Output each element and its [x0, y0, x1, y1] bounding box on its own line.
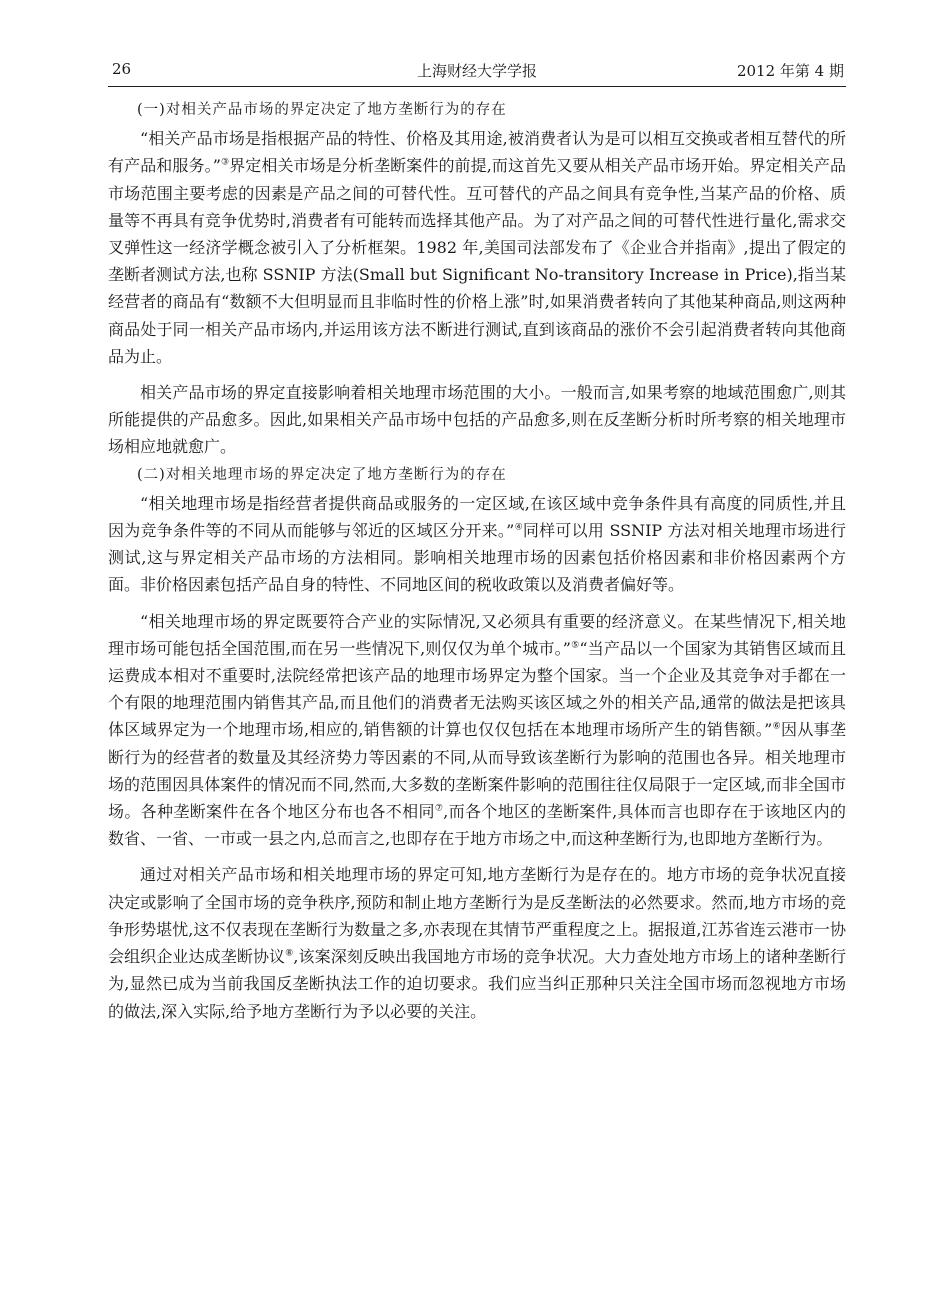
quote-text: “相关地理市场的界定既要符合产业的实际情况,又必须具有重要的经济意义。在某些情况下,相关地理市场可能包括全国范围,而在另一些情况下,则仅仅为单个城市。”	[108, 611, 846, 658]
paragraph-text: 通过对相关产品市场和相关地理市场的界定可知,地方垄断行为是存在的。地方市场的竞争状况直接决定或影响了全国市场的竞争秩序,预防和制止地方垄断行为是反垄断法的必然要求。然而,地方市场的竞争形势堪忧,这不仅表现在垄断行为数量之多,亦表现在其情节严重程度之上。据报道,江苏省连云港市一协会组织企业达成垄断协议	[108, 865, 846, 967]
paragraph-geo-market-definition	[108, 490, 846, 599]
journal-title: 上海财经大学学报	[416, 62, 537, 80]
footnote-mark-4: ④	[514, 522, 523, 533]
paragraph-product-market-definition	[108, 125, 846, 370]
footnote-mark-6: ⑥	[772, 722, 781, 733]
section-heading-2: (二)对相关地理市场的界定决定了地方垄断行为的存在	[137, 466, 507, 483]
running-header	[108, 56, 846, 87]
paragraph-text: 因从事垄断行为的经营者的数量及其经济势力等因素的不同,从而导致该垄断行为影响的范围也各异。相关地理市场的范围因具体案件的情况而不同,然而,大多数的垄断案件影响的范围往往仅局限于一定区域,而非全国市场。各种垄断案件在各个地区分布也各不相同	[108, 720, 846, 822]
quote-text: “相关地理市场是指经营者提供商品或服务的一定区域,在该区域中竞争条件具有高度的同质性,并且因为竞争条件等的不同从而能够与邻近的区域区分开来。”	[108, 493, 846, 541]
paragraph-text-2: ,该案深刻反映出我国地方市场的竞争状况。大力查处地方市场上的诸种垄断行为,显然已成为当前我国反垄断执法工作的迫切要求。我们应当纠正那种只关注全国市场而忽视地方市场的做法,深入实际,给予地方垄断行为予以必要的关注。	[108, 947, 846, 1021]
quote-text-2: “当产品以一个国家为其销售区域而且运费成本相对不重要时,法院经常把该产品的地理市场界定为整个国家。当一个企业及其竞争对手都在一个有限的地理范围内销售其产品,而且他们的消费者无法购买该区域之外的相关产品,通常的做法是把该具体区域界定为一个地理市场,相应的,销售额的计算也仅仅包括在本地理市场所产生的销售额。”	[108, 638, 846, 740]
footnote-mark-7: ⑦	[434, 803, 444, 814]
section-heading-1: (一)对相关产品市场的界定决定了地方垄断行为的存在	[137, 102, 507, 118]
paragraph-text-2: ,而各个地区的垄断案件,具体而言也即存在于该地区内的数省、一省、一市或一县之内,总而言之,也即存在于地方市场之中,而这种垄断行为,也即地方垄断行为。	[108, 802, 846, 849]
footnote-mark-5: ⑤	[570, 640, 580, 651]
paragraph-text: 界定相关市场是分析垄断案件的前提,而这首先又要从相关产品市场开始。界定相关产品市场范围主要考虑的因素是产品之间的可替代性。互可替代的产品之间具有竞争性,当某产品的价格、质量等不再具有竞争优势时,消费者有可能转而选择其他产品。为了对产品之间的可替代性进行量化,需求交叉弹性这一经济学概念被引入了分析框架。1982 年,美国司法部发布了《企业合并指南》,提出了假定的垄断者测试方法,也称 SSNIP 方法(Small but Significant No-transitory Increase in Price),指当某经营者的商品有“数额不大但明显而且非临时性的价格上涨”时,如果消费者转向了其他某种商品,则这两种商品处于同一相关产品市场内,并运用该方法不断进行测试,直到该商品的涨价不会引起消费者转向其他商品为止。	[108, 156, 846, 366]
paragraph-conclusion	[108, 861, 846, 1024]
paragraph-text: 同样可以用 SSNIP 方法对相关地理市场进行测试,这与界定相关产品市场的方法相同。影响相关地理市场的因素包括价格因素和非价格因素两个方面。非价格因素包括产品自身的特性、不同地区间的税收政策以及消费者偏好等。	[108, 521, 846, 595]
footnote-mark-3: ③	[220, 158, 230, 169]
issue-label: 2012 年第 4 期	[736, 62, 844, 80]
article-body	[108, 96, 846, 1025]
page-number: 26	[112, 60, 132, 78]
paragraph-product-geo-relation: 相关产品市场的界定直接影响着相关地理市场范围的大小。一般而言,如果考察的地域范围愈广,则其所能提供的产品愈多。因此,如果相关产品市场中包括的产品愈多,则在反垄断分析时所考察的相关地理市场相应地就愈广。	[108, 383, 846, 457]
footnote-mark-8: ⑧	[285, 948, 294, 959]
quote-text: “相关产品市场是指根据产品的特性、价格及其用途,被消费者认为是可以相互交换或者相互替代的所有产品和服务。”	[108, 129, 846, 176]
paragraph-geo-market-scope	[108, 608, 846, 853]
